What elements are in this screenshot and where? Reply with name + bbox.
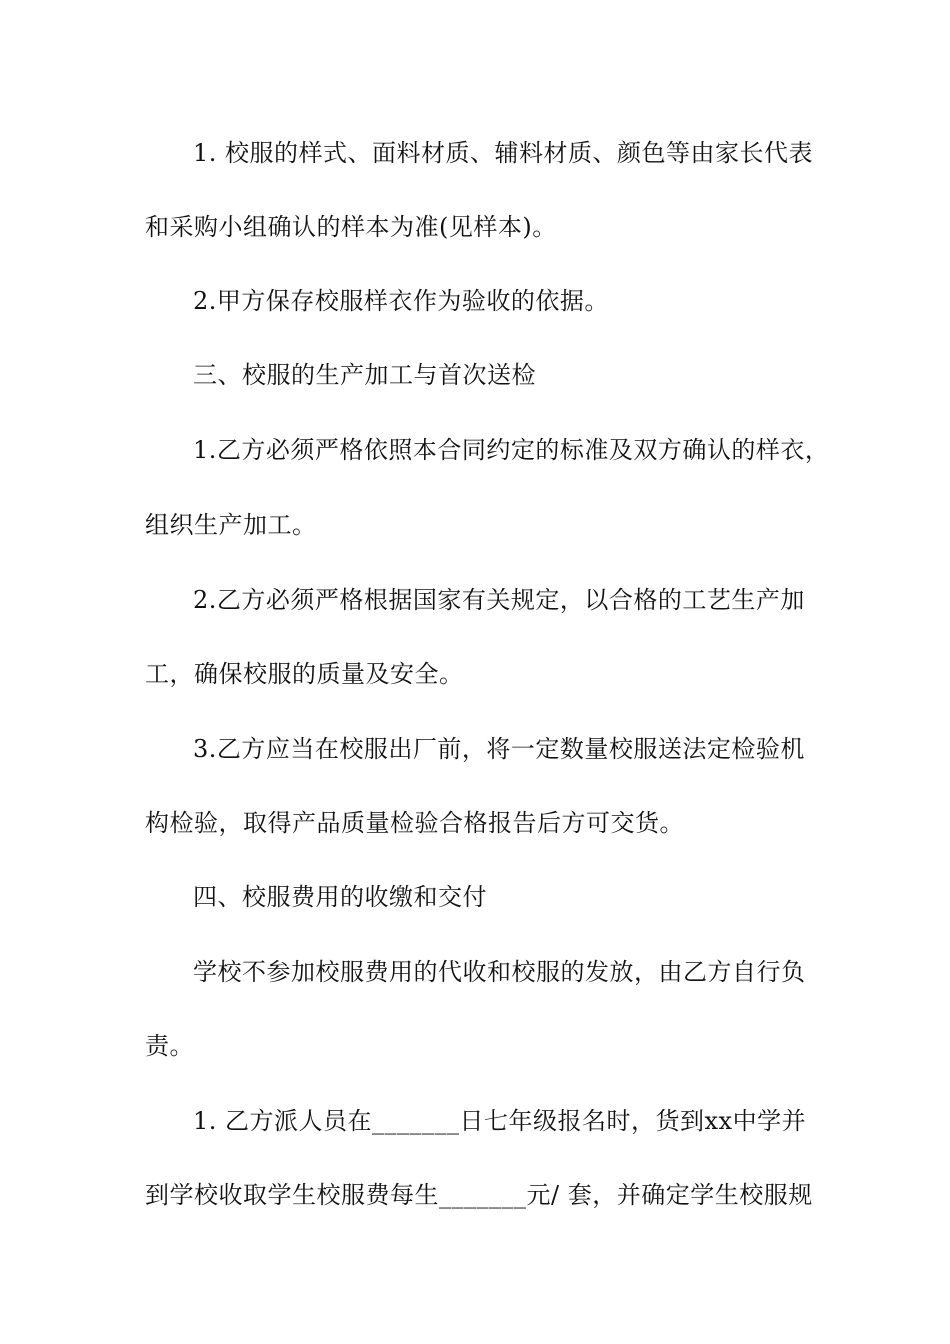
paragraph-line: 1. 校服的样式、面料材质、辅料材质、颜色等由家长代表 [193, 139, 814, 167]
paragraph-line: 组织生产加工。 [145, 511, 317, 539]
paragraph-line: 工，确保校服的质量及安全。 [145, 660, 464, 688]
section-heading: 四、校服费用的收缴和交付 [193, 883, 487, 911]
paragraph-line: 2.甲方保存校服样衣作为验收的依据。 [193, 287, 609, 315]
paragraph-line: 2.乙方必须严格根据国家有关规定，以合格的工艺生产加 [193, 586, 805, 614]
paragraph-line: 3.乙方应当在校服出厂前，将一定数量校服送法定检验机 [193, 735, 805, 763]
paragraph-line: 1.乙方必须严格依照本合同约定的标准及双方确认的样衣， [193, 436, 830, 464]
paragraph-line: 学校不参加校服费用的代收和校服的发放，由乙方自行负 [193, 958, 806, 986]
paragraph-line: 构检验，取得产品质量检验合格报告后方可交货。 [145, 809, 684, 837]
paragraph-line: 1. 乙方派人员在_______日七年级报名时，货到xx中学并 [193, 1107, 807, 1135]
paragraph-line: 责。 [145, 1032, 194, 1060]
section-heading: 三、校服的生产加工与首次送检 [193, 361, 536, 389]
paragraph-line: 和采购小组确认的样本为准(见样本)。 [145, 213, 557, 241]
paragraph-line: 到学校收取学生校服费每生_______元/ 套，并确定学生校服规 [145, 1181, 813, 1209]
